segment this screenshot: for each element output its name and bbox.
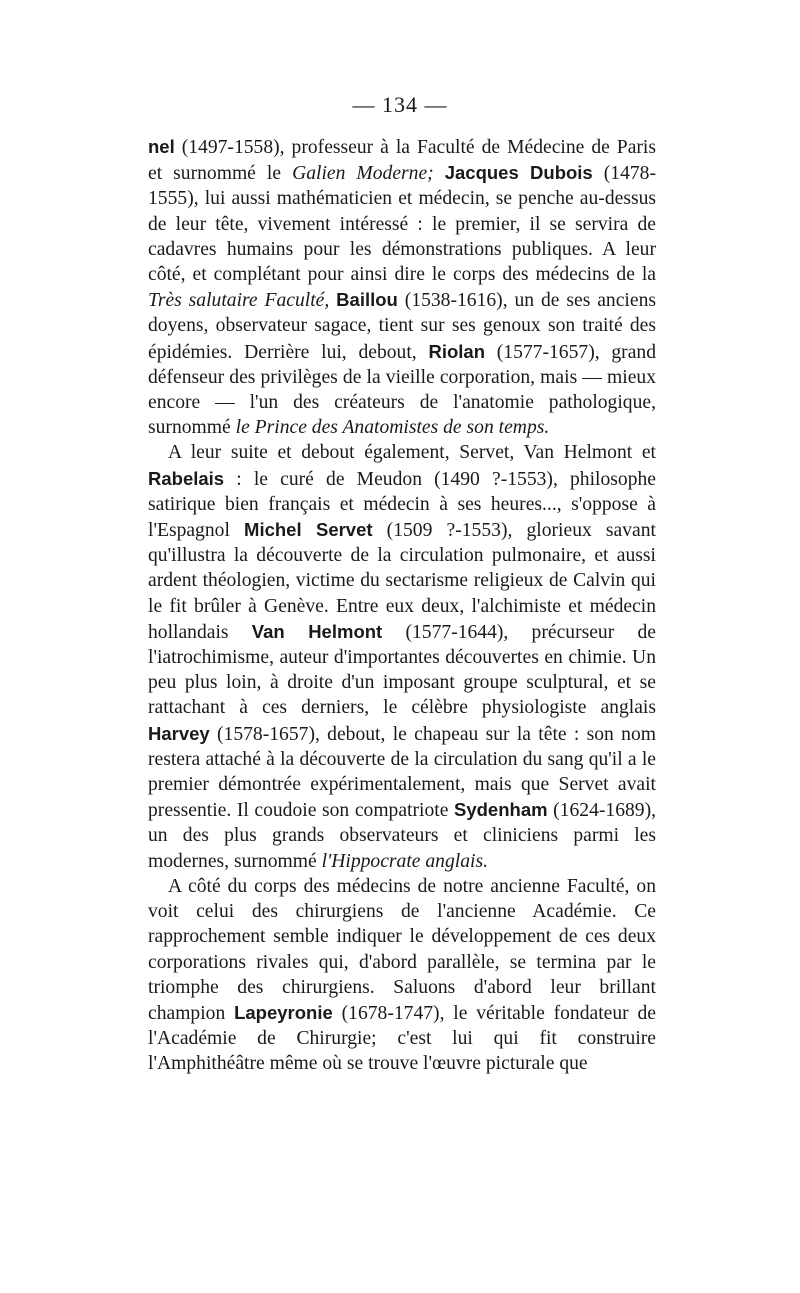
bold-name: Michel Servet [244,519,373,541]
paragraph [148,134,656,440]
text-run [434,163,445,184]
text-run: A leur suite et debout également, Servet, Van Helmont et [168,442,656,464]
text-run: (1624-1689), un des plus grands observateurs et cliniciens parmi les modernes, surnommé [148,800,657,872]
text-run: (1577-1644), précurseur de l'iatrochimisme, auteur d'importantes découvertes en chimie. Un peu plus loin, à droite d'un imposant groupe sculptural, et se rattachant à ces derniers, le célèbre physiologiste anglais [148,621,656,719]
bold-name: Sydenham [454,799,548,821]
bold-name: Van Helmont [251,620,383,642]
bold-name: Jacques Dubois [444,162,593,184]
bold-name: Harvey [148,722,210,744]
text-run: (1538-1616), un de ses anciens doyens, observateur sagace, tient sur ses genoux son traité des épidémies. Derrière lui, debout, [148,290,656,363]
text-run: (1509 ?-1553), glorieux savant qu'illustra la découverte de la circulation pulmonaire, et aussi ardent théologien, victime du sectarisme religieux de Calvin qui le fit brûler à Genève. Entre eux deux, l'alchimiste et médecin hollandais [148,520,656,643]
page-number: — 134 — [352,92,448,117]
text-run: (1497-1558), professeur à la Faculté de Médecine de Paris et surnommé le [148,137,656,185]
text-run: (1577-1657), grand défenseur des privilèges de la vieille corporation, mais — mieux encore — l'un des créateurs de l'anatomie pathologique, surnommé [148,341,656,439]
bold-name: nel [148,136,175,157]
text-run: : le curé de Meudon (1490 ?-1553), philosophe satirique bien français et médecin à ses heures..., s'oppose à l'Espagnol [148,468,656,542]
paragraph [148,440,656,873]
text-run: (1678-1747), le véritable fondateur de l'Académie de Chirurgie; c'est lui qui fit construire l'Amphithéâtre même où se trouve l'œuvre picturale que [148,1002,656,1075]
italic-text: Très salutaire Faculté, [148,290,330,312]
italic-text: l'Hippocrate anglais. [321,850,488,872]
italic-text: le Prince des Anatomistes de son temps. [235,417,550,439]
bold-name: Baillou [336,289,398,311]
text-run: (1478-1555), lui aussi mathématicien et médecin, se penche au-dessus de leur tête, vivement intéressé : le premier, il se servira de cadavres humains pour les démonstrations publiques. A leur côté, et complétant pour ainsi dire le corps des médecins de la [148,163,656,286]
text-run: A côté du corps des médecins de notre ancienne Faculté, on voit celui des chirurgiens de l'ancienne Académie. Ce rapprochement semble indiquer le développement de ces deux corporations rivales qui, d'abord parallèle, se termina par le triomphe des chirurgiens. Saluons d'abord leur brillant champion [148,875,656,1024]
bold-name: Riolan [428,340,485,362]
italic-text: Galien Moderne; [292,163,434,185]
bold-name: Lapeyronie [234,1001,333,1023]
bold-name: Rabelais [148,467,225,489]
paragraph [148,874,656,1077]
text-run: (1578-1657), debout, le chapeau sur la tête : son nom restera attaché à la découverte de la circulation du sang qu'il a le premier démontrée expérimentalement, mais que Servet avait pressentie. Il coudoie son compatriote [148,723,656,822]
body-text [148,134,656,1077]
